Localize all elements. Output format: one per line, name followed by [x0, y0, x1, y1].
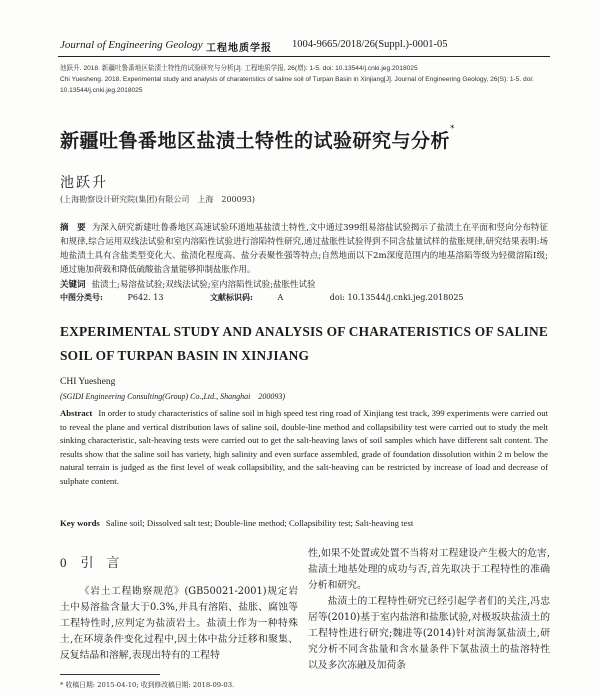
keywords-cn-text: 盐渍土;易溶盐试验;双线法试验;室内溶陷性试验;盐胀性试验	[91, 280, 316, 290]
citation-block	[60, 63, 550, 96]
section-number: 0	[60, 555, 67, 570]
doc-code-value: A	[277, 293, 284, 302]
clc-value: P642. 13	[127, 293, 164, 302]
title-cn-text: 新疆吐鲁番地区盐渍土特性的试验研究与分析	[60, 130, 451, 152]
affiliation-en: (SGIDI Engineering Consulting(Group) Co.,Ltd., Shanghai 200093)	[60, 392, 286, 401]
author-cn: 池跃升	[60, 175, 108, 191]
abstract-cn-text: 为深入研究新建吐鲁番地区高速试验环道地基盐渍土特性,文中通过399组易溶盐试验揭示了盐渍土在平面和竖向分布特征和规律,综合运用双线法试验和室内溶陷性试验进行溶陷特性研究,通过盐胀性试验得到不同含盐量试样的盐胀规律,研究结果表明:场地盐渍土具有含盐类型变化大、盐渍化程度高、盐分表聚性强等特点;自然地面以下2m深度范围内的地基溶陷等级为轻微溶陷I级;通过施加荷载和降低硫酸盐含量能够抑制盐胀作用。	[60, 223, 548, 275]
body-paragraph: 性,如果不处置或处置不当将对工程建设产生极大的危害,盐渍土地基处理的成功与否,首先取决于工程特性的准确分析和研究。	[308, 548, 550, 591]
title-footnote-mark: *	[450, 124, 456, 134]
header-rule	[58, 56, 550, 57]
title-en: EXPERIMENTAL STUDY AND ANALYSIS OF CHARATERISTICS OF SALINE SOIL OF TURPAN BASIN IN XINJIANG	[60, 324, 548, 363]
keywords-en-text: Saline soil; Dissolved salt test; Double-line method; Collapsibility test; Salt-heaving test	[105, 518, 414, 528]
affiliation-cn: (上海勘察设计研究院(集团)有限公司 上海 200093)	[60, 195, 256, 204]
abstract-cn-label: 摘 要	[60, 223, 86, 233]
section-heading	[60, 552, 120, 571]
citation-cn: 池跃升. 2018. 新疆吐鲁番地区盐渍土特性的试验研究与分析[J]. 工程地质学报, 26(增): 1-5. doi: 10.13544/j.cnki.jeg.2018025	[60, 65, 418, 72]
abstract-en-text: In order to study characteristics of saline soil in high speed test ring road of Xinjiang test track, 399 experiments were carried out to reveal the plane and vertical distribution laws of saline soil, double-line method and collapsibility test were carried out to study the melt sinking characteristic, salt-heaving tests were carried out to get the salt-heaving laws of soil samples which have different salt content. The results show that the saline soil has variety, high salinity and even surface assembled, grade of foundation dissolution within 2 m below the natural terrain is judged as the first level of weak collapsibility, and the salt-heaving can be restricted by increase of load and decrease of sulphate content.	[60, 408, 548, 486]
abstract-en	[60, 407, 548, 489]
keywords-cn-label: 关键词	[60, 280, 86, 290]
body-paragraph: 《岩土工程勘察规范》(GB50021-2001)规定岩土中易溶盐含量大于0.3%,并具有溶陷、盐胀、腐蚀等工程特性时,应判定为盐渍岩土。盐渍土作为一种特殊土,在环境条件变化过程中,因土体中盐分迁移和聚集、反复结晶和溶解,表现出特有的工程特	[60, 586, 298, 661]
classification-line	[60, 292, 486, 303]
body-column-left	[60, 584, 298, 664]
section-title: 引 言	[80, 556, 120, 571]
abstract-cn	[60, 221, 548, 277]
journal-name-cn: 工程地质学报	[206, 43, 272, 54]
keywords-en-label: Key words	[60, 518, 100, 528]
abstract-en-label: Abstract	[60, 408, 93, 418]
doc-code-label: 文献标识码:	[209, 292, 253, 302]
citation-en: Chi Yuesheng. 2018. Experimental study and analysis of charateristics of saline soil of Turpan Basin in Xinjiang[J]. Journal of Engineering Geology, 26(S): 1-5. doi: 10.13544/j.cnki.jeg.2018025	[60, 76, 534, 94]
footnote-rule	[60, 674, 160, 675]
author-en: CHI Yuesheng	[60, 377, 116, 387]
keywords-en	[60, 517, 548, 530]
page-title	[60, 126, 455, 153]
keywords-cn	[60, 278, 548, 292]
issn-code: 1004-9665/2018/26(Suppl.)-0001-05	[292, 39, 448, 50]
clc-label: 中图分类号:	[60, 292, 103, 302]
body-column-right	[308, 546, 550, 674]
journal-name-en: Journal of Engineering Geology	[60, 39, 203, 51]
doi: doi: 10.13544/j.cnki.jeg.2018025	[329, 293, 464, 302]
body-paragraph: 盐渍土的工程特性研究已经引起学者们的关注,冯忠居等(2010)基于室内盐溶和盐胀试验,对极坂块盐渍土的工程特性进行研究;魏进等(2014)针对滨海氯盐渍土,研究分析不同含盐量和含水量条件下氯盐渍土的盐溶特性以及多次冻融及加荷条	[308, 596, 550, 671]
footnote: * 收稿日期: 2015-04-10; 收到修改稿日期: 2018-09-03.	[60, 681, 235, 689]
